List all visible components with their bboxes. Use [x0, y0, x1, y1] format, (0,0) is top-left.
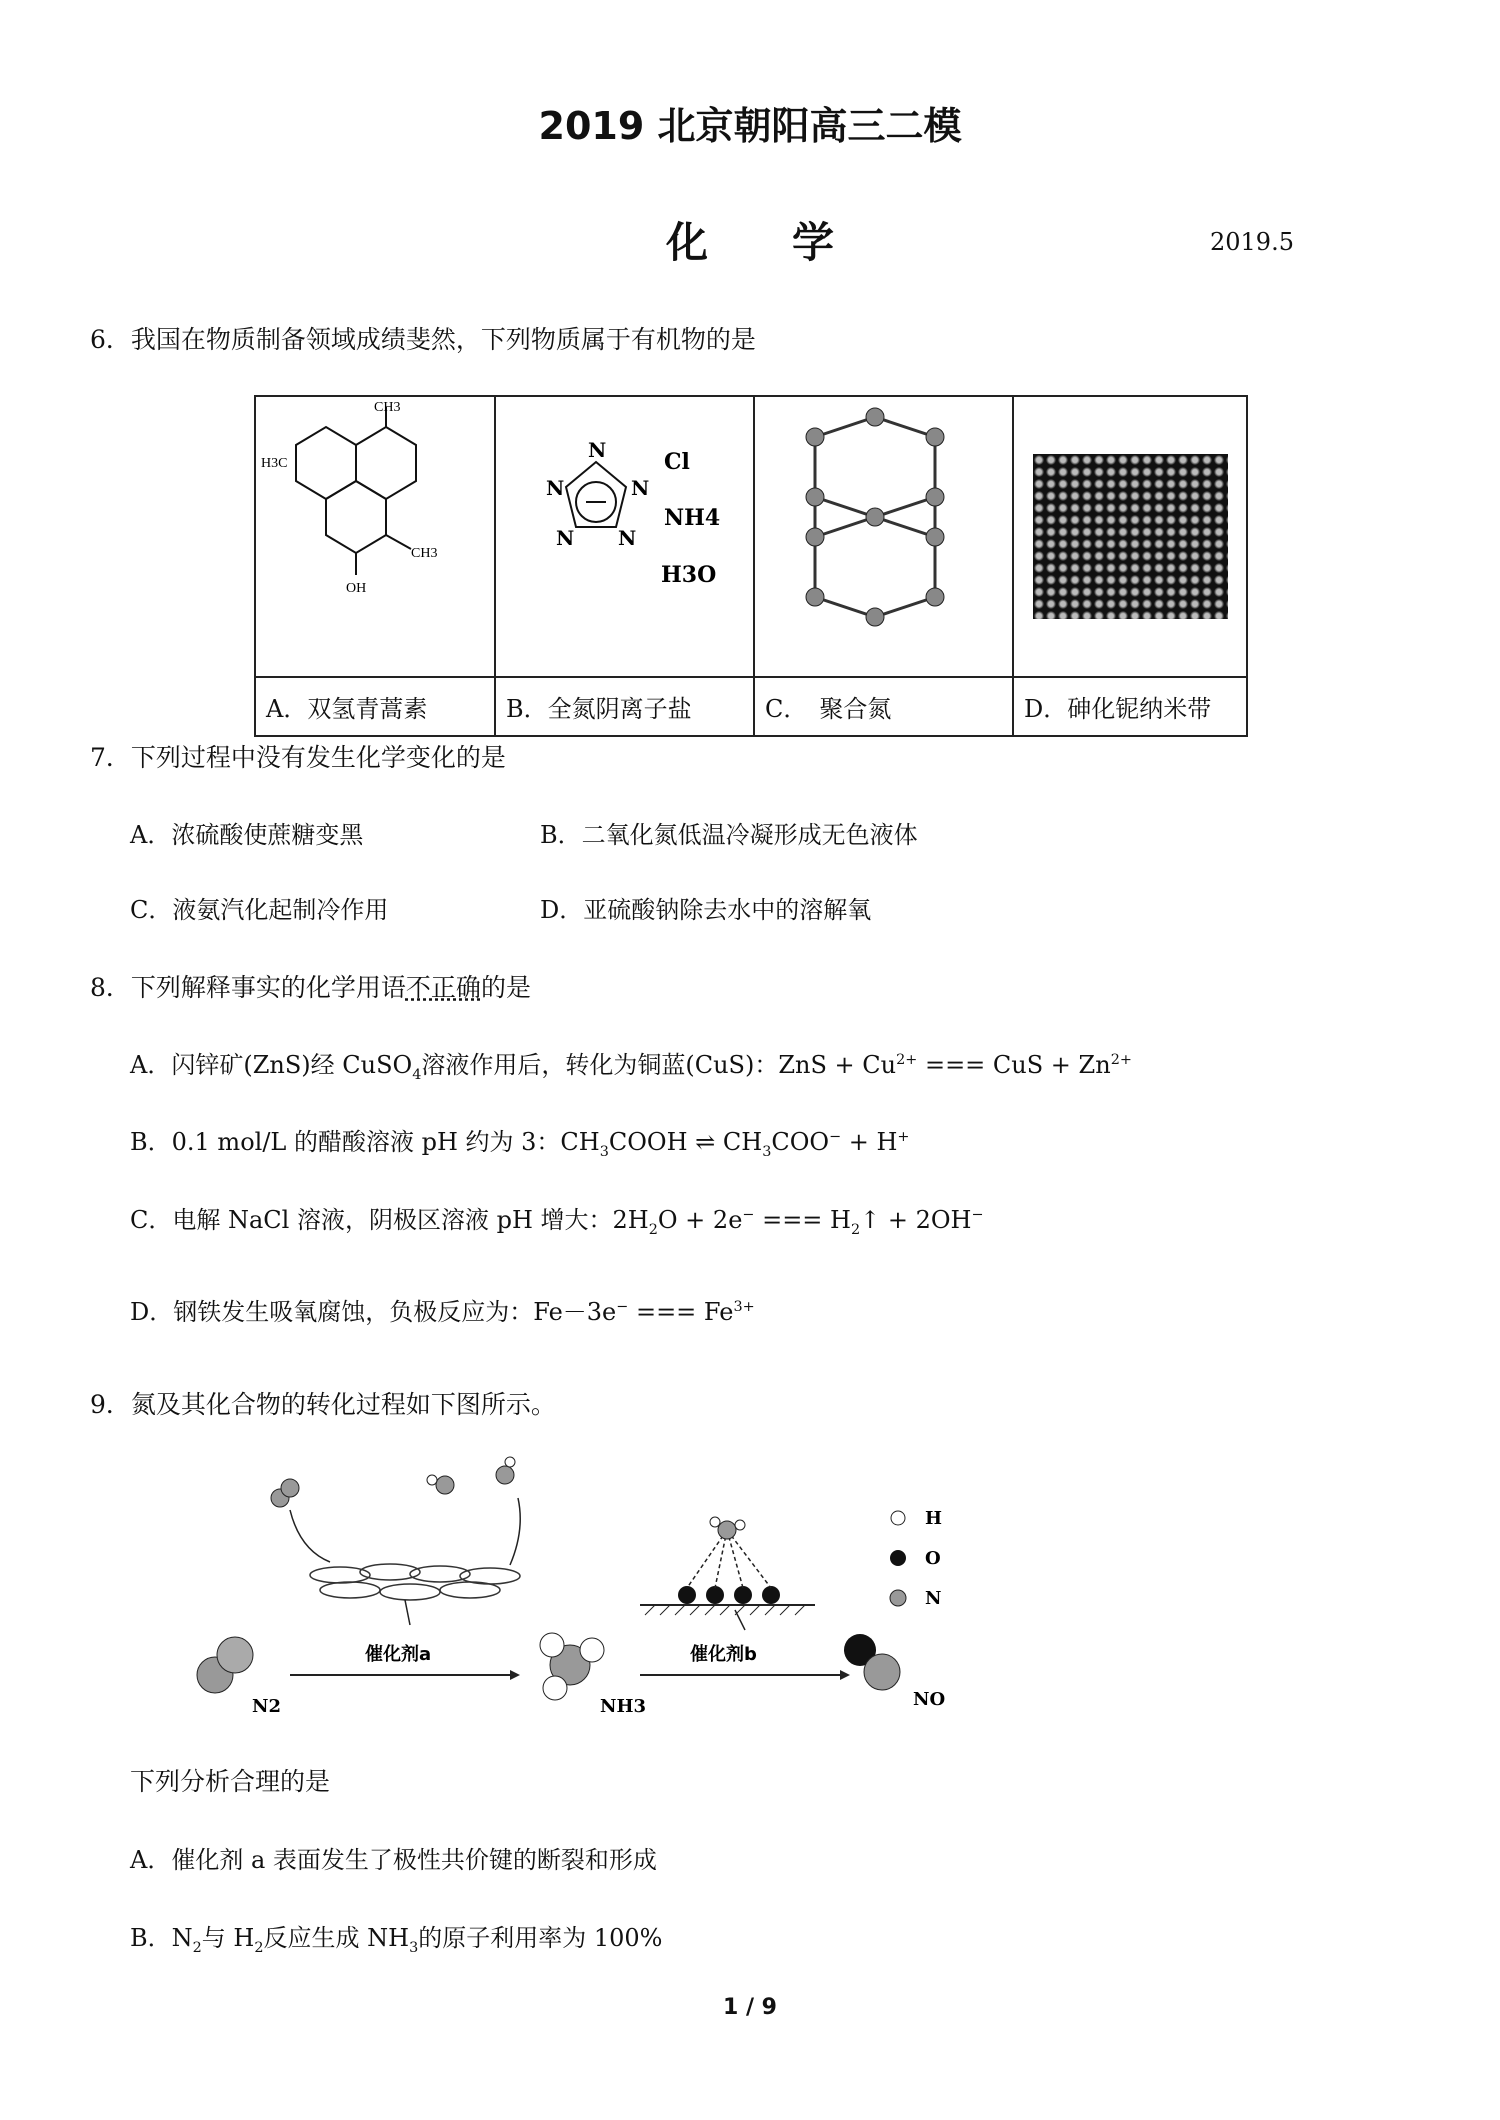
n-label-bottom-left: N — [556, 526, 575, 550]
q8-b-part2: COOH ⇌ CH — [608, 1128, 763, 1156]
q6-option-d: D．砷化铌纳米带 — [1013, 677, 1247, 736]
catalyst-a-surface-icon — [310, 1564, 520, 1600]
q9-b-part2: 与 H — [201, 1924, 255, 1952]
q6-option-b: B．全氮阴离子盐 — [495, 677, 754, 736]
page-number: 1 / 9 — [723, 1995, 777, 2020]
q8-a-part3: === CuS + Zn — [917, 1051, 1111, 1079]
q8-stem — [90, 968, 531, 1004]
q8-d-part1: D．钢铁发生吸氧腐蚀，负极反应为：Fe－3e — [130, 1298, 617, 1326]
dihydroartemisinin-structure-icon — [256, 397, 494, 672]
exam-title: 2019 北京朝阳高三二模 — [538, 104, 962, 148]
q9-stem: 9．氮及其化合物的转化过程如下图所示。 — [90, 1390, 556, 1419]
n-label-top: N — [588, 438, 607, 462]
pentazolate-salt-icon — [496, 397, 753, 672]
nh3-label: NH3 — [600, 1696, 646, 1717]
q7-option-a: A．浓硫酸使蔗糖变黑 — [130, 821, 364, 849]
subject-title: 化 学 — [665, 218, 834, 267]
q9-conversion-diagram — [180, 1450, 1000, 1740]
q7-option-c: C．液氨汽化起制冷作用 — [130, 896, 389, 924]
legend-h-icon — [891, 1511, 905, 1525]
q8-option-c: C．电解 NaCl 溶液，阴极区溶液 pH 增大：$2H_2O + 2e^-$ === $H_2↑ + 2OH^-$ — [130, 1206, 984, 1238]
q9-b-part3: 反应生成 NH — [263, 1924, 410, 1952]
q9-option-b: B．$N_2$与 $H_2$反应生成 $NH_3$的原子利用率为 100% — [130, 1924, 663, 1956]
h3o-label: H3O — [661, 562, 717, 588]
catalyst-a-label: 催化剂a — [365, 1644, 432, 1665]
q8-a-part1: A．闪锌矿(ZnS)经 CuSO — [130, 1051, 413, 1079]
q8-c-part1: C．电解 NaCl 溶液，阴极区溶液 pH 增大：2H — [130, 1206, 649, 1234]
q8-stem-post: 的是 — [480, 973, 531, 1002]
n2-label: N2 — [252, 1696, 281, 1717]
polymeric-nitrogen-icon — [755, 397, 1012, 672]
q7-option-b: B．二氧化氮低温冷凝形成无色液体 — [540, 821, 918, 849]
q9-sub-stem: 下列分析合理的是 — [130, 1767, 331, 1796]
q7-stem: 7．下列过程中没有发生化学变化的是 — [90, 743, 506, 772]
q8-b-part4: + H — [841, 1128, 898, 1156]
nh4-label: NH4 — [664, 505, 721, 531]
n-label-right: N — [631, 476, 650, 500]
q6-option-a: A．双氢青蒿素 — [255, 677, 495, 736]
q6-a-structure — [255, 396, 495, 677]
exam-date: 2019.5 — [1210, 228, 1294, 256]
q8-a-part2: 溶液作用后，转化为铜蓝(CuS)：ZnS + Cu — [421, 1051, 897, 1079]
n2-atom-2-icon — [217, 1637, 253, 1673]
q8-option-a: A．闪锌矿(ZnS)经 CuSO$_4$溶液作用后，转化为铜蓝(CuS)：ZnS + $Cu^{2+}$ === CuS + $Zn^{2+}$ — [130, 1051, 1132, 1083]
h3c-label: H3C — [261, 456, 288, 471]
q8-option-b: B．0.1 mol/L 的醋酸溶液 pH 约为 3：$CH_3COOH$ ⇌ $CH_3COO^- + H^+$ — [130, 1128, 910, 1160]
q8-c-part2: O + 2e — [657, 1206, 743, 1234]
q8-c-part4: ↑ + 2OH — [860, 1206, 972, 1234]
q6-b-structure — [495, 396, 754, 677]
legend-n-label: N — [925, 1588, 942, 1609]
q8-option-d: D．钢铁发生吸氧腐蚀，负极反应为：Fe－3e− === $Fe^{3+}$ — [130, 1298, 755, 1326]
cl-label: Cl — [664, 449, 690, 475]
q9-option-a: A．催化剂 a 表面发生了极性共价键的断裂和形成 — [130, 1846, 657, 1874]
q8-b-part3: COO — [771, 1128, 830, 1156]
q9-b-part1: B．N — [130, 1924, 193, 1952]
q8-d-part2: === Fe — [628, 1298, 734, 1326]
q6-d-structure — [1013, 396, 1247, 677]
ch3-right-label: CH3 — [411, 546, 438, 561]
q8-stem-emphasis: 不正确 — [405, 973, 481, 1002]
legend-o-label: O — [925, 1548, 941, 1569]
q8-stem-pre: 8．下列解释事实的化学用语 — [90, 973, 406, 1002]
q6-option-c: C． 聚合氮 — [754, 677, 1013, 736]
nanoribbon-image-icon — [1033, 454, 1228, 619]
no-label: NO — [913, 1689, 946, 1710]
q8-c-part3: === H — [754, 1206, 851, 1234]
ch3-top-label: CH3 — [374, 400, 401, 415]
q6-c-structure — [754, 396, 1013, 677]
legend-h-label: H — [925, 1508, 943, 1529]
n-label-bottom-right: N — [618, 526, 637, 550]
legend-o-icon — [890, 1550, 906, 1566]
q8-b-part1: B．0.1 mol/L 的醋酸溶液 pH 约为 3：CH — [130, 1128, 600, 1156]
n-label-left: N — [546, 476, 565, 500]
no-n-atom-icon — [864, 1654, 900, 1690]
oh-label: OH — [346, 581, 367, 596]
legend-n-icon — [890, 1590, 906, 1606]
q6-stem: 6．我国在物质制备领域成绩斐然，下列物质属于有机物的是 — [90, 325, 756, 354]
q9-b-part4: 的原子利用率为 100% — [418, 1924, 663, 1952]
catalyst-b-label: 催化剂b — [690, 1644, 757, 1665]
q7-option-d: D．亚硫酸钠除去水中的溶解氧 — [540, 896, 872, 924]
catalyst-b-surface-icon — [640, 1517, 815, 1630]
q6-options-table — [254, 395, 1248, 737]
